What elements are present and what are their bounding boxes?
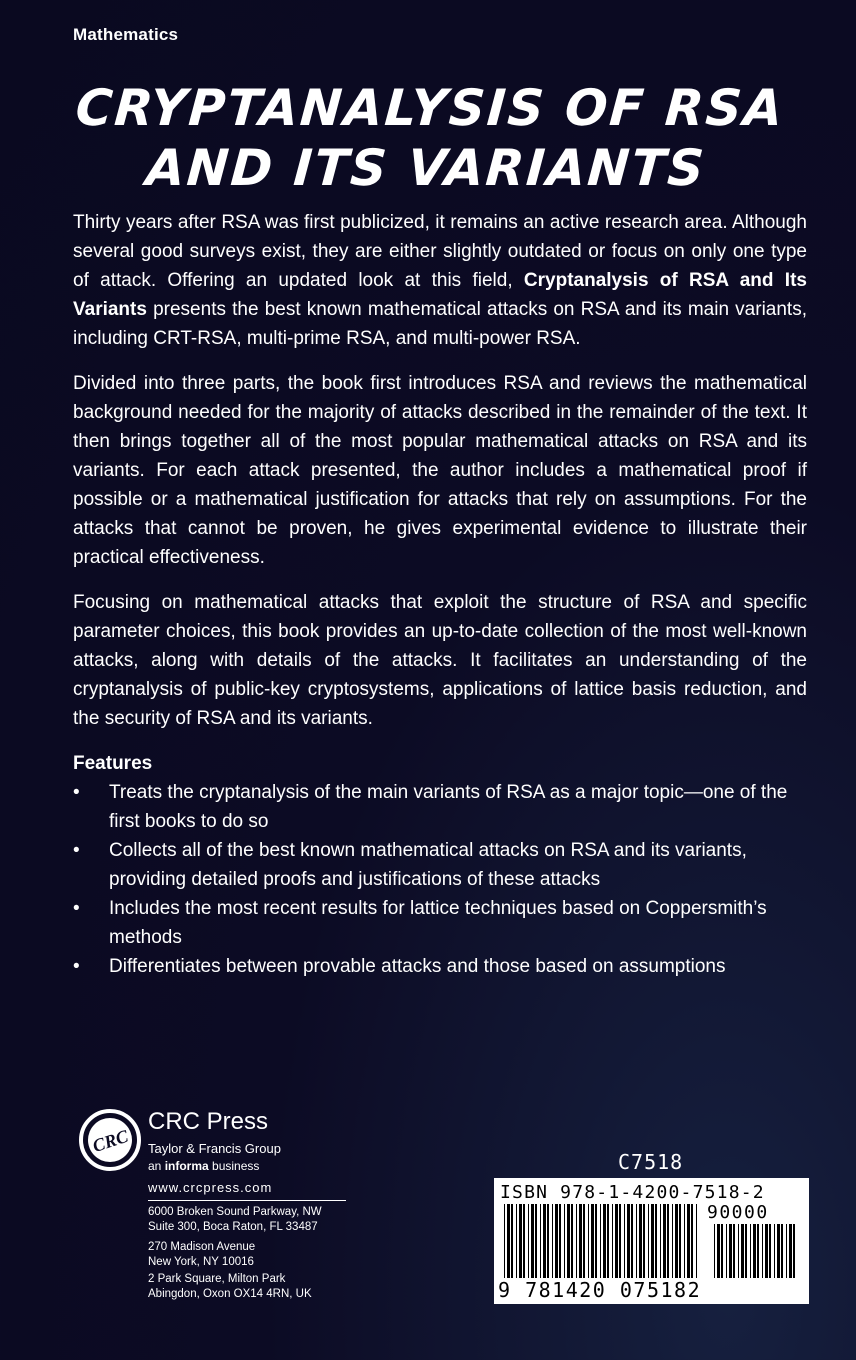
feature-text: Collects all of the best known mathematical attacks on RSA and its variants, providing detailed proofs and justifications of these attacks: [109, 840, 747, 890]
barcode-bar: [753, 1224, 756, 1278]
publisher-business: [148, 1159, 259, 1173]
barcode-bar: [691, 1204, 693, 1278]
publisher-name: CRC Press: [148, 1108, 269, 1135]
barcode-bar: [733, 1224, 735, 1278]
barcode-addon-bars: [714, 1224, 800, 1278]
divider: [148, 1200, 346, 1201]
barcode-bar: [567, 1204, 570, 1278]
barcode-bar: [612, 1204, 613, 1278]
feature-item: [73, 836, 807, 894]
paragraph-1-book-title: Cryptanalysis of RSA and Its Variants: [73, 270, 807, 320]
barcode-bar: [552, 1204, 553, 1278]
barcode-bar: [631, 1204, 633, 1278]
barcode-bar: [507, 1204, 510, 1278]
feature-item: [73, 952, 807, 981]
barcode-bar: [600, 1204, 601, 1278]
barcode-bar: [793, 1224, 795, 1278]
barcode-bar: [535, 1204, 537, 1278]
barcode-bar: [726, 1224, 727, 1278]
barcode-bar: [648, 1204, 649, 1278]
address-line: Abingdon, Oxon OX14 4RN, UK: [148, 1288, 312, 1300]
barcode-bar: [511, 1204, 513, 1278]
feature-text: Differentiates between provable attacks and those based on assumptions: [109, 956, 726, 977]
business-suffix: business: [208, 1159, 260, 1173]
paragraph-2: Divided into three parts, the book first introduces RSA and reviews the mathematical background needed for the majority of attacks described in the remainder of the text. It then brings together all of the most popular mathematical attacks on RSA and its variants. For each attack presented, the author includes a mathematical proof if possible or a mathematical justification for attacks that rely on assumptions. For the attacks that cannot be proven, he gives experimental evidence to illustrate their practical effectiveness.: [73, 373, 807, 568]
barcode-bar: [717, 1224, 720, 1278]
features-heading: Features: [73, 753, 153, 774]
description: [73, 208, 807, 981]
address-line: New York, NY 10016: [148, 1256, 254, 1268]
barcode-bar: [738, 1224, 739, 1278]
barcode-bar: [643, 1204, 645, 1278]
barcode-bar: [774, 1224, 775, 1278]
barcode-bar: [564, 1204, 565, 1278]
barcode-main-bars: [504, 1204, 700, 1278]
barcode-bar: [516, 1204, 517, 1278]
barcode-bar: [663, 1204, 666, 1278]
paragraph-1: [73, 208, 807, 353]
barcode-bar: [757, 1224, 759, 1278]
crc-logo-text: CRC: [90, 1125, 131, 1157]
barcode-bar: [687, 1204, 690, 1278]
bullet-icon: •: [73, 840, 80, 861]
barcode-bar: [777, 1224, 780, 1278]
features-list: [73, 778, 807, 981]
barcode-bar: [639, 1204, 642, 1278]
address-2: [148, 1240, 255, 1270]
barcode-bar: [750, 1224, 751, 1278]
book-title: [0, 78, 856, 198]
address-line: 2 Park Square, Milton Park: [148, 1273, 286, 1285]
barcode-bar: [559, 1204, 561, 1278]
barcode-bar: [624, 1204, 625, 1278]
barcode-bar: [523, 1204, 525, 1278]
paragraph-3: Focusing on mathematical attacks that exploit the structure of RSA and specific parameter choices, this book provides an up-to-date collection of the most well-known attacks, along with details of the attacks. It facilitates an understanding of the cryptanalysis of public-key cryptosystems, applications of lattice basis reduction, and the security of RSA and its variants.: [73, 592, 807, 729]
barcode-bar: [547, 1204, 549, 1278]
barcode-bar: [651, 1204, 654, 1278]
barcode-bar: [576, 1204, 577, 1278]
address-line: 6000 Broken Sound Parkway, NW: [148, 1206, 322, 1218]
address-1: [148, 1205, 322, 1235]
barcode-bar: [655, 1204, 657, 1278]
barcode-bar: [588, 1204, 589, 1278]
barcode-bar: [595, 1204, 597, 1278]
barcode-bar: [721, 1224, 723, 1278]
barcode-bar: [667, 1204, 669, 1278]
barcode-bar: [555, 1204, 558, 1278]
barcode-bar: [519, 1204, 522, 1278]
barcode-bar: [579, 1204, 582, 1278]
barcode-bar: [583, 1204, 585, 1278]
category-label: Mathematics: [73, 25, 179, 44]
title-line-2: AND ITS VARIANTS: [144, 139, 708, 197]
feature-text: Includes the most recent results for lattice techniques based on Coppersmith’s methods: [109, 898, 767, 948]
barcode-bar: [789, 1224, 792, 1278]
crc-logo-icon: [78, 1108, 142, 1172]
title-line-1: CRYPTANALYSIS OF RSA: [73, 79, 787, 137]
barcode-bar: [741, 1224, 744, 1278]
barcode-bar: [636, 1204, 637, 1278]
bullet-icon: •: [73, 898, 80, 919]
barcode-bar: [528, 1204, 529, 1278]
barcode-bar: [591, 1204, 594, 1278]
isbn-barcode: [494, 1178, 809, 1304]
barcode-bar: [672, 1204, 673, 1278]
barcode-bar: [531, 1204, 534, 1278]
barcode-bar: [627, 1204, 630, 1278]
barcode-digits: 9 781420 075182: [498, 1278, 702, 1302]
feature-item: [73, 894, 807, 952]
barcode-bar: [615, 1204, 618, 1278]
paragraph-1-end: presents the best known mathematical attacks on RSA and its main variants, including CRT-RSA, multi-prime RSA, and multi-power RSA.: [73, 299, 807, 349]
barcode-bar: [762, 1224, 763, 1278]
bullet-icon: •: [73, 782, 80, 803]
barcode-bar: [660, 1204, 661, 1278]
barcode-bar: [714, 1224, 715, 1278]
barcode-bar: [504, 1204, 505, 1278]
barcode-bar: [619, 1204, 621, 1278]
barcode-bar: [540, 1204, 541, 1278]
publisher-group: Taylor & Francis Group: [148, 1141, 281, 1156]
barcode-bar: [729, 1224, 732, 1278]
business-bold: informa: [164, 1159, 209, 1173]
barcode-bar: [769, 1224, 771, 1278]
bullet-icon: •: [73, 956, 80, 977]
barcode-bar: [679, 1204, 681, 1278]
barcode-bar: [745, 1224, 747, 1278]
barcode-bar: [765, 1224, 768, 1278]
barcode-bar: [603, 1204, 606, 1278]
barcode-bar: [684, 1204, 685, 1278]
barcode-bar: [786, 1224, 787, 1278]
barcode-bar: [607, 1204, 609, 1278]
barcode-bar: [675, 1204, 678, 1278]
address-line: 270 Madison Avenue: [148, 1241, 256, 1253]
isbn-number: ISBN 978-1-4200-7518-2: [500, 1182, 765, 1203]
business-prefix: an: [148, 1159, 165, 1173]
feature-text: Treats the cryptanalysis of the main variants of RSA as a major topic—one of the first books to do so: [109, 782, 788, 832]
barcode-bar: [543, 1204, 546, 1278]
address-line: Suite 300, Boca Raton, FL 33487: [148, 1221, 318, 1233]
barcode-product-code: C7518: [618, 1150, 684, 1174]
barcode-bar: [781, 1224, 783, 1278]
barcode-bar: [696, 1204, 697, 1278]
paragraph-1-start: Thirty years after RSA was first publicized, it remains an active research area. Although several good surveys exist, they are either slightly outdated or focus on only one type of attack. Offering an updated look at this field,: [73, 212, 807, 291]
barcode-bar: [571, 1204, 573, 1278]
price-code: 90000: [707, 1202, 769, 1223]
publisher-url[interactable]: www.crcpress.com: [148, 1180, 273, 1195]
feature-item: [73, 778, 807, 836]
address-3: [148, 1272, 312, 1302]
